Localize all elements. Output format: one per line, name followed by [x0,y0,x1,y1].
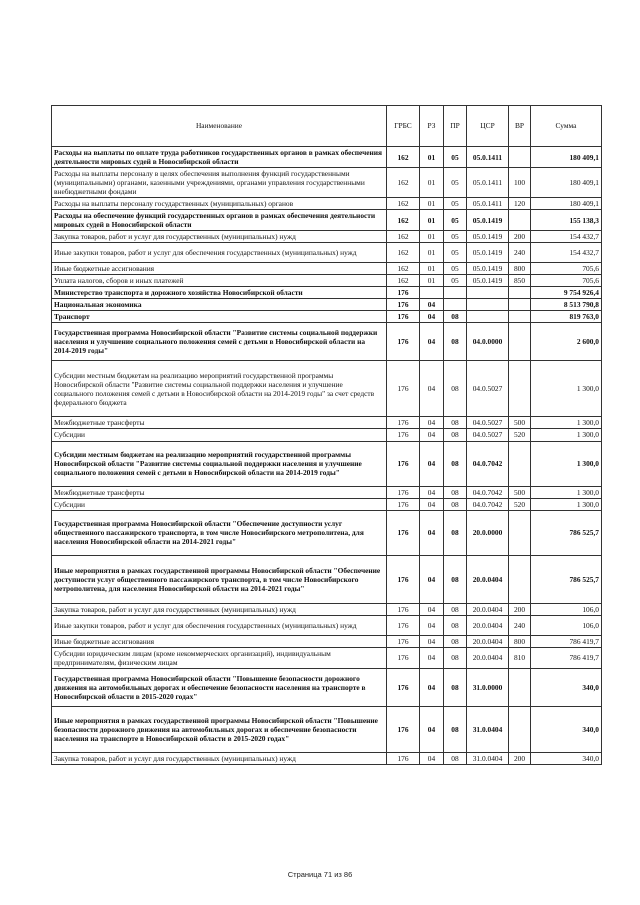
row-pr-cell: 05 [444,147,467,168]
row-sum-cell: 1 300,0 [531,361,602,417]
row-csr-cell: 20.0.0404 [467,603,509,615]
row-csr-cell: 20.0.0404 [467,647,509,668]
row-sum-cell: 180 409,1 [531,168,602,198]
table-row [52,486,602,498]
row-pr-cell: 08 [444,311,467,323]
row-sum-cell: 340,0 [531,668,602,706]
row-grbs-cell: 176 [387,299,420,311]
row-sum-cell: 180 409,1 [531,198,602,210]
row-sum-cell: 154 432,7 [531,243,602,263]
row-pr-cell: 08 [444,668,467,706]
row-vr-cell: 500 [509,417,531,429]
table-row [52,168,602,198]
row-vr-cell [509,147,531,168]
row-grbs-cell: 176 [387,555,420,603]
row-csr-cell: 05.0.1419 [467,243,509,263]
row-sum-cell: 786 419,7 [531,635,602,647]
row-vr-cell: 240 [509,615,531,635]
row-rz-cell: 04 [420,311,444,323]
row-name-cell: Субсидии местным бюджетам на реализацию мероприятий государственной программы Новосибирской области "Развитие системы социальной поддержки населения и улучшение социального положения семей с детьми в Новосибирской области на 2014-2019 годы" за счет средств федерального бюджета [52,361,387,417]
row-sum-cell: 786 525,7 [531,555,602,603]
row-grbs-cell: 176 [387,647,420,668]
row-grbs-cell: 176 [387,323,420,361]
table-row [52,299,602,311]
row-sum-cell: 340,0 [531,706,602,752]
table-row [52,706,602,752]
row-vr-cell: 800 [509,263,531,275]
table-row [52,263,602,275]
row-name-cell: Закупка товаров, работ и услуг для государственных (муниципальных) нужд [52,603,387,615]
row-name-cell: Транспорт [52,311,387,323]
row-grbs-cell: 162 [387,243,420,263]
row-rz-cell: 04 [420,603,444,615]
row-sum-cell: 1 300,0 [531,417,602,429]
table-row [52,615,602,635]
row-name-cell: Закупка товаров, работ и услуг для государственных (муниципальных) нужд [52,752,387,764]
row-csr-cell: 20.0.0404 [467,615,509,635]
row-grbs-cell: 176 [387,752,420,764]
row-rz-cell: 04 [420,555,444,603]
row-grbs-cell: 162 [387,198,420,210]
row-rz-cell: 04 [420,486,444,498]
row-pr-cell: 05 [444,210,467,231]
header-vr: ВР [509,106,531,147]
row-grbs-cell: 162 [387,147,420,168]
row-pr-cell: 05 [444,275,467,287]
header-name: Наименование [52,106,387,147]
row-pr-cell: 05 [444,243,467,263]
row-grbs-cell: 176 [387,361,420,417]
row-rz-cell: 04 [420,510,444,555]
row-name-cell: Государственная программа Новосибирской области "Обеспечение доступности услуг общественного пассажирского транспорта, в том числе Новосибирского метрополитена, для населения Новосибирской области на 2014-2021 годы" [52,510,387,555]
header-csr: ЦСР [467,106,509,147]
header-grbs: ГРБС [387,106,420,147]
row-grbs-cell: 162 [387,275,420,287]
row-vr-cell: 200 [509,752,531,764]
row-rz-cell: 01 [420,231,444,243]
row-rz-cell: 04 [420,635,444,647]
row-sum-cell: 106,0 [531,603,602,615]
row-vr-cell [509,668,531,706]
row-grbs-cell: 162 [387,168,420,198]
row-vr-cell [509,441,531,486]
row-name-cell: Межбюджетные трансферты [52,486,387,498]
row-csr-cell: 04.0.5027 [467,429,509,441]
row-grbs-cell: 176 [387,603,420,615]
row-pr-cell: 05 [444,263,467,275]
row-rz-cell: 04 [420,498,444,510]
table-row [52,287,602,299]
row-pr-cell: 05 [444,231,467,243]
row-rz-cell: 01 [420,263,444,275]
row-sum-cell: 819 763,0 [531,311,602,323]
row-rz-cell: 04 [420,299,444,311]
row-pr-cell [444,287,467,299]
row-name-cell: Уплата налогов, сборов и иных платежей [52,275,387,287]
row-grbs-cell: 176 [387,287,420,299]
row-sum-cell: 155 138,3 [531,210,602,231]
table-row [52,147,602,168]
row-name-cell: Расходы на выплаты персоналу в целях обеспечения выполнения функций государственными (муниципальными) органами, казенными учреждениями, органами управления государственными внебюджетными фондами [52,168,387,198]
row-rz-cell: 04 [420,706,444,752]
row-csr-cell: 04.0.0000 [467,323,509,361]
row-pr-cell: 08 [444,510,467,555]
row-rz-cell: 04 [420,429,444,441]
table-body [52,147,602,765]
row-rz-cell: 04 [420,417,444,429]
table-row [52,275,602,287]
table-row [52,510,602,555]
row-vr-cell [509,323,531,361]
table-row [52,498,602,510]
row-csr-cell: 20.0.0404 [467,555,509,603]
row-vr-cell: 800 [509,635,531,647]
table-row [52,231,602,243]
row-pr-cell: 08 [444,555,467,603]
row-pr-cell [444,299,467,311]
row-rz-cell: 04 [420,752,444,764]
row-grbs-cell: 176 [387,706,420,752]
row-sum-cell: 8 513 790,8 [531,299,602,311]
row-csr-cell [467,299,509,311]
table-row [52,635,602,647]
row-sum-cell: 786 525,7 [531,510,602,555]
row-name-cell: Иные бюджетные ассигнования [52,635,387,647]
row-sum-cell: 705,6 [531,263,602,275]
row-name-cell: Субсидии [52,429,387,441]
row-vr-cell: 200 [509,231,531,243]
row-csr-cell: 31.0.0000 [467,668,509,706]
row-csr-cell: 05.0.1411 [467,198,509,210]
row-name-cell: Иные бюджетные ассигнования [52,263,387,275]
row-sum-cell: 1 300,0 [531,429,602,441]
row-rz-cell [420,287,444,299]
table-row [52,243,602,263]
row-rz-cell: 01 [420,168,444,198]
row-sum-cell: 106,0 [531,615,602,635]
row-csr-cell [467,311,509,323]
row-csr-cell: 05.0.1419 [467,263,509,275]
budget-table [51,105,602,765]
page-number: Страница 71 из 86 [287,870,353,879]
row-vr-cell [509,555,531,603]
row-name-cell: Иные мероприятия в рамках государственной программы Новосибирской области "Повышение безопасности дорожного движения на автомобильных дорогах и обеспечение безопасности населения на транспорте в Новосибирской области в 2015-2020 годах" [52,706,387,752]
row-vr-cell: 500 [509,486,531,498]
row-rz-cell: 01 [420,198,444,210]
row-vr-cell: 520 [509,498,531,510]
row-csr-cell: 04.0.5027 [467,361,509,417]
table-row [52,555,602,603]
row-vr-cell: 100 [509,168,531,198]
row-vr-cell [509,287,531,299]
row-vr-cell [509,706,531,752]
row-name-cell: Иные закупки товаров, работ и услуг для обеспечения государственных (муниципальных) нужд [52,243,387,263]
row-grbs-cell: 176 [387,615,420,635]
row-name-cell: Национальная экономика [52,299,387,311]
row-rz-cell: 04 [420,323,444,361]
row-sum-cell: 180 409,1 [531,147,602,168]
row-pr-cell: 05 [444,168,467,198]
row-name-cell: Межбюджетные трансферты [52,417,387,429]
row-grbs-cell: 176 [387,311,420,323]
table-row [52,417,602,429]
row-sum-cell: 9 754 926,4 [531,287,602,299]
row-vr-cell [509,510,531,555]
row-pr-cell: 08 [444,647,467,668]
row-name-cell: Субсидии местным бюджетам на реализацию мероприятий государственной программы Новосибирской области "Развитие системы социальной поддержки населения и улучшение социального положения семей с детьми в Новосибирской области на 2014-2019 годы" [52,441,387,486]
row-name-cell: Субсидии юридическим лицам (кроме некоммерческих организаций), индивидуальным предпринимателям, физическим лицам [52,647,387,668]
row-vr-cell: 850 [509,275,531,287]
row-pr-cell: 08 [444,323,467,361]
row-rz-cell: 04 [420,441,444,486]
row-vr-cell [509,299,531,311]
row-pr-cell: 08 [444,752,467,764]
row-csr-cell: 04.0.5027 [467,417,509,429]
row-grbs-cell: 176 [387,441,420,486]
row-pr-cell: 08 [444,429,467,441]
row-vr-cell: 810 [509,647,531,668]
row-csr-cell: 04.0.7042 [467,441,509,486]
row-rz-cell: 04 [420,361,444,417]
row-pr-cell: 08 [444,486,467,498]
row-name-cell: Закупка товаров, работ и услуг для государственных (муниципальных) нужд [52,231,387,243]
row-grbs-cell: 176 [387,510,420,555]
row-grbs-cell: 176 [387,498,420,510]
row-pr-cell: 08 [444,706,467,752]
row-name-cell: Расходы на обеспечение функций государственных органов в рамках обеспечения деятельности мировых судей в Новосибирской области [52,210,387,231]
row-sum-cell: 340,0 [531,752,602,764]
row-csr-cell: 04.0.7042 [467,486,509,498]
row-name-cell: Государственная программа Новосибирской области "Развитие системы социальной поддержки населения и улучшение социального положения семей с детьми в Новосибирской области на 2014-2019 годы" [52,323,387,361]
row-csr-cell [467,287,509,299]
header-pr: ПР [444,106,467,147]
row-csr-cell: 04.0.7042 [467,498,509,510]
row-name-cell: Расходы на выплаты по оплате труда работников государственных органов в рамках обеспечения деятельности мировых судей в Новосибирской области [52,147,387,168]
row-csr-cell: 31.0.0404 [467,752,509,764]
row-vr-cell: 200 [509,603,531,615]
row-csr-cell: 20.0.0404 [467,635,509,647]
row-sum-cell: 154 432,7 [531,231,602,243]
table-row [52,361,602,417]
row-sum-cell: 786 419,7 [531,647,602,668]
table-row [52,210,602,231]
table-row [52,441,602,486]
row-vr-cell [509,210,531,231]
row-pr-cell: 08 [444,498,467,510]
row-rz-cell: 04 [420,647,444,668]
row-csr-cell: 05.0.1419 [467,210,509,231]
row-csr-cell: 05.0.1411 [467,168,509,198]
row-rz-cell: 04 [420,615,444,635]
table-row [52,603,602,615]
row-sum-cell: 1 300,0 [531,486,602,498]
row-csr-cell: 20.0.0000 [467,510,509,555]
row-grbs-cell: 176 [387,417,420,429]
table-header-row [52,106,602,147]
row-pr-cell: 08 [444,615,467,635]
row-grbs-cell: 162 [387,263,420,275]
table-row [52,311,602,323]
row-vr-cell: 520 [509,429,531,441]
row-csr-cell: 05.0.1419 [467,275,509,287]
table-row [52,198,602,210]
row-grbs-cell: 162 [387,210,420,231]
row-pr-cell: 08 [444,635,467,647]
row-pr-cell: 08 [444,361,467,417]
row-grbs-cell: 176 [387,486,420,498]
row-name-cell: Субсидии [52,498,387,510]
header-rz: РЗ [420,106,444,147]
row-rz-cell: 01 [420,147,444,168]
row-grbs-cell: 176 [387,635,420,647]
row-name-cell: Расходы на выплаты персоналу государственных (муниципальных) органов [52,198,387,210]
row-sum-cell: 2 600,0 [531,323,602,361]
row-name-cell: Иные закупки товаров, работ и услуг для обеспечения государственных (муниципальных) нужд [52,615,387,635]
row-vr-cell [509,311,531,323]
row-sum-cell: 1 300,0 [531,441,602,486]
row-vr-cell: 120 [509,198,531,210]
row-rz-cell: 01 [420,243,444,263]
table-row [52,429,602,441]
row-csr-cell: 31.0.0404 [467,706,509,752]
row-rz-cell: 01 [420,275,444,287]
row-csr-cell: 05.0.1419 [467,231,509,243]
row-pr-cell: 08 [444,441,467,486]
header-sum: Сумма [531,106,602,147]
row-rz-cell: 01 [420,210,444,231]
row-csr-cell: 05.0.1411 [467,147,509,168]
table-row [52,323,602,361]
row-sum-cell: 705,6 [531,275,602,287]
row-name-cell: Государственная программа Новосибирской области "Повышение безопасности дорожного движения на автомобильных дорогах и обеспечение безопасности населения на транспорте в Новосибирской области в 2015-2020 годах" [52,668,387,706]
row-grbs-cell: 176 [387,668,420,706]
table-row [52,647,602,668]
table-row [52,668,602,706]
row-grbs-cell: 176 [387,429,420,441]
row-vr-cell [509,361,531,417]
row-pr-cell: 08 [444,417,467,429]
row-rz-cell: 04 [420,668,444,706]
row-vr-cell: 240 [509,243,531,263]
row-pr-cell: 05 [444,198,467,210]
row-sum-cell: 1 300,0 [531,498,602,510]
row-pr-cell: 08 [444,603,467,615]
row-grbs-cell: 162 [387,231,420,243]
table-row [52,752,602,764]
row-name-cell: Министерство транспорта и дорожного хозяйства Новосибирской области [52,287,387,299]
row-name-cell: Иные мероприятия в рамках государственной программы Новосибирской области "Обеспечение доступности услуг общественного пассажирского транспорта, в том числе Новосибирского метрополитена, для населения Новосибирской области на 2014-2021 годы" [52,555,387,603]
